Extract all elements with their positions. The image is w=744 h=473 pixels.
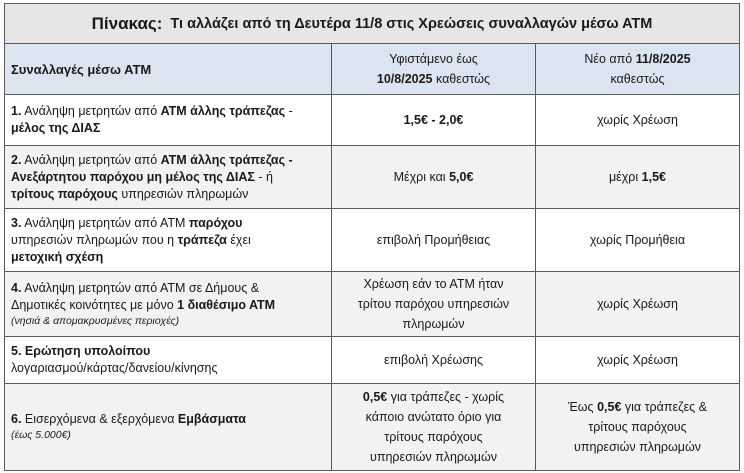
row-new-fee: χωρίς Χρέωση bbox=[597, 113, 678, 127]
row-current-fee: Χρέωση εάν το ΑΤΜ ήταν τρίτου παρόχου υπηρεσιών πληρωμών bbox=[332, 272, 536, 336]
row-current-fee: Μέχρι και 5,0€ bbox=[332, 146, 536, 208]
row-new-fee: χωρίς Χρέωση bbox=[597, 353, 678, 367]
table-row bbox=[5, 95, 739, 146]
row-description: 5. Ερώτηση υπολοίπου λογαριασμού/κάρτας/δανείου/κίνησης bbox=[5, 337, 332, 383]
row-description: 3. Ανάληψη μετρητών από ΑΤΜ παρόχου υπηρεσιών πληρωμών που η τράπεζα έχει μετοχική σχέση bbox=[5, 209, 332, 271]
title-label: Πίνακας: bbox=[91, 13, 163, 33]
row-note: (νησιά & απομακρυσμένες περιοχές) bbox=[11, 314, 180, 327]
row-current-fee: 1,5€ - 2,0€ bbox=[332, 95, 536, 145]
title-text: Τι αλλάζει από τη Δευτέρα 11/8 στις Χρεώσεις συναλλαγών μέσω ΑΤΜ bbox=[170, 15, 653, 32]
table-row bbox=[5, 146, 739, 209]
row-description: 4. Ανάληψη μετρητών από ΑΤΜ σε Δήμους & Δημοτικές κοινότητες με μόνο 1 διαθέσιμο ΑΤΜ (νησιά & απομακρυσμένες περιοχές) bbox=[5, 272, 332, 336]
row-description: 6. Εισερχόμενα & εξερχόμενα Εμβάσματα (έως 5.000€) bbox=[5, 384, 332, 470]
header-new-regime: Νέο από 11/8/2025 καθεστώς bbox=[584, 52, 691, 86]
atm-fees-table bbox=[4, 3, 740, 471]
row-current-fee: 0,5€ για τράπεζες - χωρίς κάποιο ανώτατο όριο για τρίτους παρόχους υπηρεσιών πληρωμών bbox=[332, 384, 536, 470]
table-title bbox=[5, 4, 739, 44]
row-description: 2. Ανάληψη μετρητών από ΑΤΜ άλλης τράπεζας - Ανεξάρτητου παρόχου μη μέλος της ΔΙΑΣ - ή τρίτους παρόχους υπηρεσιών πληρωμών bbox=[5, 146, 332, 208]
row-new-fee: Έως 0,5€ για τράπεζες & τρίτους παρόχους υπηρεσιών πληρωμών bbox=[568, 400, 707, 454]
table-row bbox=[5, 272, 739, 337]
row-current-fee: επιβολή Χρέωσης bbox=[332, 337, 536, 383]
row-description: 1. Ανάληψη μετρητών από ΑΤΜ άλλης τράπεζας - μέλος της ΔΙΑΣ bbox=[5, 95, 332, 145]
header-current-regime: Υφιστάμενο έως 10/8/2025 καθεστώς bbox=[332, 44, 536, 94]
header-row bbox=[5, 44, 739, 95]
row-note: (έως 5.000€) bbox=[11, 429, 71, 441]
header-transactions: Συναλλαγές μέσω ΑΤΜ bbox=[5, 44, 332, 94]
row-current-fee: επιβολή Προμήθειας bbox=[332, 209, 536, 271]
row-new-fee: χωρίς Χρέωση bbox=[597, 297, 678, 311]
table-row bbox=[5, 337, 739, 384]
row-new-fee: μέχρι 1,5€ bbox=[608, 170, 667, 184]
row-new-fee: χωρίς Προμήθεια bbox=[589, 233, 686, 247]
table-row bbox=[5, 209, 739, 272]
table-row bbox=[5, 384, 739, 470]
